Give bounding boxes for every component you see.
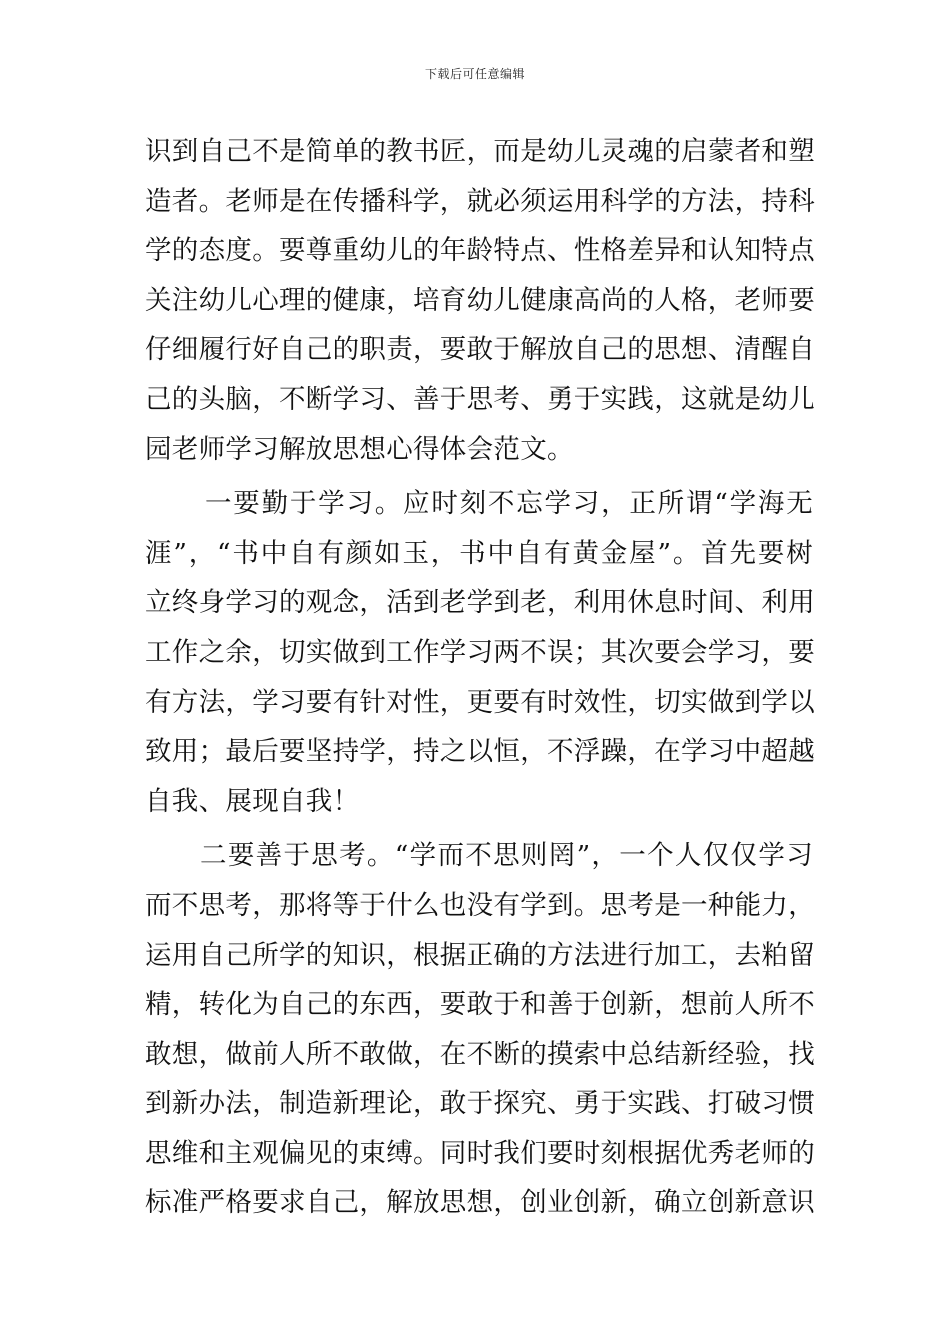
text-line: 关注幼儿心理的健康，培育幼儿健康高尚的人格，老师要 bbox=[145, 284, 815, 316]
text-line: 而不思考，那将等于什么也没有学到。思考是一种能力， bbox=[145, 889, 815, 921]
page-header: 下载后可任意编辑 bbox=[424, 67, 525, 81]
text-line: 立终身学习的观念，活到老学到老，利用休息时间、利用 bbox=[145, 587, 815, 619]
text-line: 一要勤于学习。应时刻不忘学习，正所谓“学海无 bbox=[205, 488, 813, 520]
text-line: 致用；最后要坚持学，持之以恒，不浮躁，在学习中超越 bbox=[145, 736, 815, 768]
text-line: 标准严格要求自己，解放思想，创业创新，确立创新意识 bbox=[145, 1187, 815, 1219]
text-line: 思维和主观偏见的束缚。同时我们要时刻根据优秀老师的 bbox=[145, 1137, 815, 1169]
text-line: 到新办法，制造新理论，敢于探究、勇于实践、打破习惯 bbox=[145, 1088, 815, 1120]
text-line: 园老师学习解放思想心得体会范文。 bbox=[145, 433, 574, 465]
text-line: 涯”，“书中自有颜如玉，书中自有黄金屋”。首先要树 bbox=[145, 537, 813, 569]
text-line: 学的态度。要尊重幼儿的年龄特点、性格差异和认知特点 bbox=[145, 235, 815, 267]
text-line: 自我、展现自我！ bbox=[145, 785, 360, 817]
text-line: 己的头脑，不断学习、善于思考、勇于实践，这就是幼儿 bbox=[145, 383, 815, 415]
text-line: 工作之余，切实做到工作学习两不误；其次要会学习，要 bbox=[145, 636, 815, 668]
text-line: 二要善于思考。“学而不思则罔”，一个人仅仅学习 bbox=[200, 840, 813, 872]
text-line: 造者。老师是在传播科学，就必须运用科学的方法，持科 bbox=[145, 185, 815, 217]
text-line: 仔细履行好自己的职责，要敢于解放自己的思想、清醒自 bbox=[145, 334, 815, 366]
body-text bbox=[145, 127, 813, 1228]
text-line: 识到自己不是简单的教书匠，而是幼儿灵魂的启蒙者和塑 bbox=[145, 136, 815, 167]
text-line: 运用自己所学的知识，根据正确的方法进行加工，去粕留 bbox=[145, 939, 815, 971]
text-line: 精，转化为自己的东西，要敢于和善于创新，想前人所不 bbox=[145, 989, 815, 1021]
text-line: 有方法，学习要有针对性，更要有时效性，切实做到学以 bbox=[145, 686, 815, 718]
text-line: 敢想，做前人所不敢做，在不断的摸索中总结新经验，找 bbox=[145, 1038, 815, 1070]
